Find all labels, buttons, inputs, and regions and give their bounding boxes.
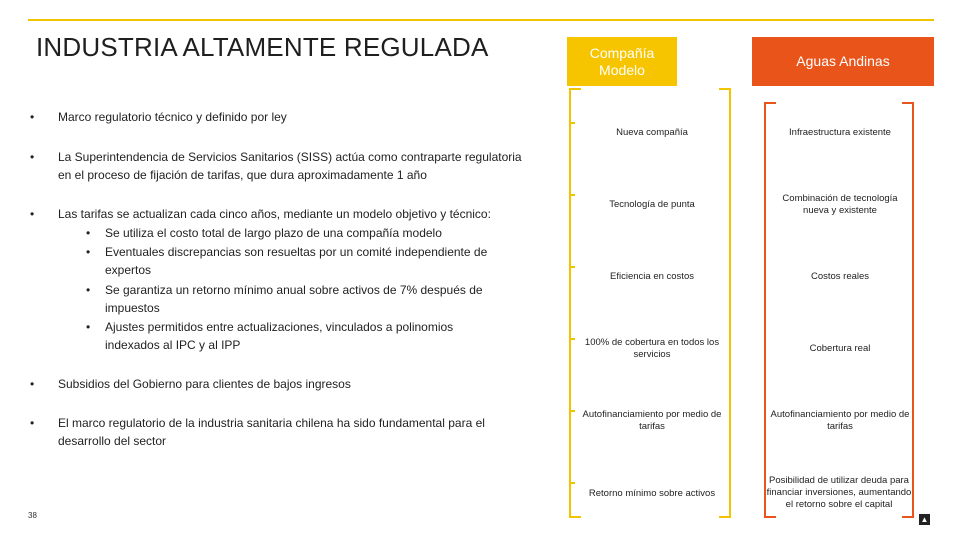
company-logo-icon: ▲ <box>920 515 929 524</box>
table-cell: Tecnología de punta <box>609 199 695 210</box>
row-tick <box>569 122 575 124</box>
row-tick <box>569 482 575 484</box>
bullet-text: Marco regulatorio técnico y definido por ley <box>58 110 287 124</box>
bullet-dot: • <box>30 150 35 164</box>
column-line-right <box>912 102 914 518</box>
bracket-tick <box>569 516 581 518</box>
column-line-right <box>729 88 731 518</box>
list-item <box>30 414 530 450</box>
sub-bullet-text: Se garantiza un retorno mínimo anual sobre activos de 7% después de impuestos <box>105 283 483 315</box>
sub-list-item <box>30 318 510 354</box>
bracket-tick <box>764 102 776 104</box>
sub-bullet-text: Se utiliza el costo total de largo plazo de una compañía modelo <box>105 226 442 240</box>
column-line-left <box>764 102 766 518</box>
list-item <box>30 205 530 223</box>
bullet-text: Las tarifas se actualizan cada cinco años, mediante un modelo objetivo y técnico: <box>58 207 491 221</box>
page-number: 38 <box>28 511 37 520</box>
list-item <box>30 148 530 184</box>
model-company-header: Compañía Modelo <box>567 37 677 86</box>
list-item <box>30 375 530 393</box>
bullet-text: Subsidios del Gobierno para clientes de bajos ingresos <box>58 377 351 391</box>
row-tick <box>569 194 575 196</box>
bracket-tick <box>569 88 581 90</box>
row-tick <box>569 266 575 268</box>
sub-bullet-text: Eventuales discrepancias son resueltas por un comité independiente de expertos <box>105 245 488 277</box>
table-cell: Autofinanciamiento por medio de tarifas <box>770 409 910 432</box>
table-cell: Costos reales <box>810 271 870 282</box>
bullet-dot: • <box>86 226 91 240</box>
bullet-dot: • <box>30 207 35 221</box>
bullet-dot: • <box>30 377 35 391</box>
bracket-tick <box>719 516 731 518</box>
bullet-dot: • <box>86 320 91 334</box>
row-tick <box>569 410 575 412</box>
model-company-column <box>565 88 735 518</box>
aguas-andinas-column <box>764 102 914 518</box>
column-line-left <box>569 88 571 518</box>
table-cell: Nueva compañía <box>616 127 688 138</box>
sub-bullet-text: Ajustes permitidos entre actualizaciones, vinculados a polinomios indexados al IPC y al IPP <box>105 320 454 352</box>
top-divider <box>28 19 934 21</box>
sub-list-item <box>30 224 510 242</box>
table-cell: Combinación de tecnología nueva y existente <box>782 193 898 216</box>
sub-list-item <box>30 243 510 279</box>
bullet-text: El marco regulatorio de la industria sanitaria chilena ha sido fundamental para el desarrollo del sector <box>58 416 485 448</box>
table-cell: Autofinanciamiento por medio de tarifas <box>582 409 722 432</box>
table-cell: Cobertura real <box>809 343 871 354</box>
aguas-andinas-header: Aguas Andinas <box>752 37 934 86</box>
bracket-tick <box>902 102 914 104</box>
page-title: INDUSTRIA ALTAMENTE REGULADA <box>36 32 489 62</box>
list-item <box>30 108 530 126</box>
bullet-text: La Superintendencia de Servicios Sanitarios (SISS) actúa como contraparte regulatoria en el proceso de fijación de tarifas, que dura aproximadamente 1 año <box>58 150 522 182</box>
bullet-dot: • <box>86 283 91 297</box>
bullet-dot: • <box>30 416 35 430</box>
table-cell: Retorno mínimo sobre activos <box>588 488 716 499</box>
bullet-dot: • <box>86 245 91 259</box>
table-cell: Eficiencia en costos <box>610 271 694 282</box>
sub-list-item <box>30 281 510 317</box>
table-cell: Infraestructura existente <box>789 127 891 138</box>
row-tick <box>569 338 575 340</box>
table-cell: Posibilidad de utilizar deuda para financiar inversiones, aumentando el retorno sobre el capital <box>766 475 912 510</box>
bullet-dot: • <box>30 110 35 124</box>
table-cell: 100% de cobertura en todos los servicios <box>584 337 720 360</box>
bracket-tick <box>719 88 731 90</box>
